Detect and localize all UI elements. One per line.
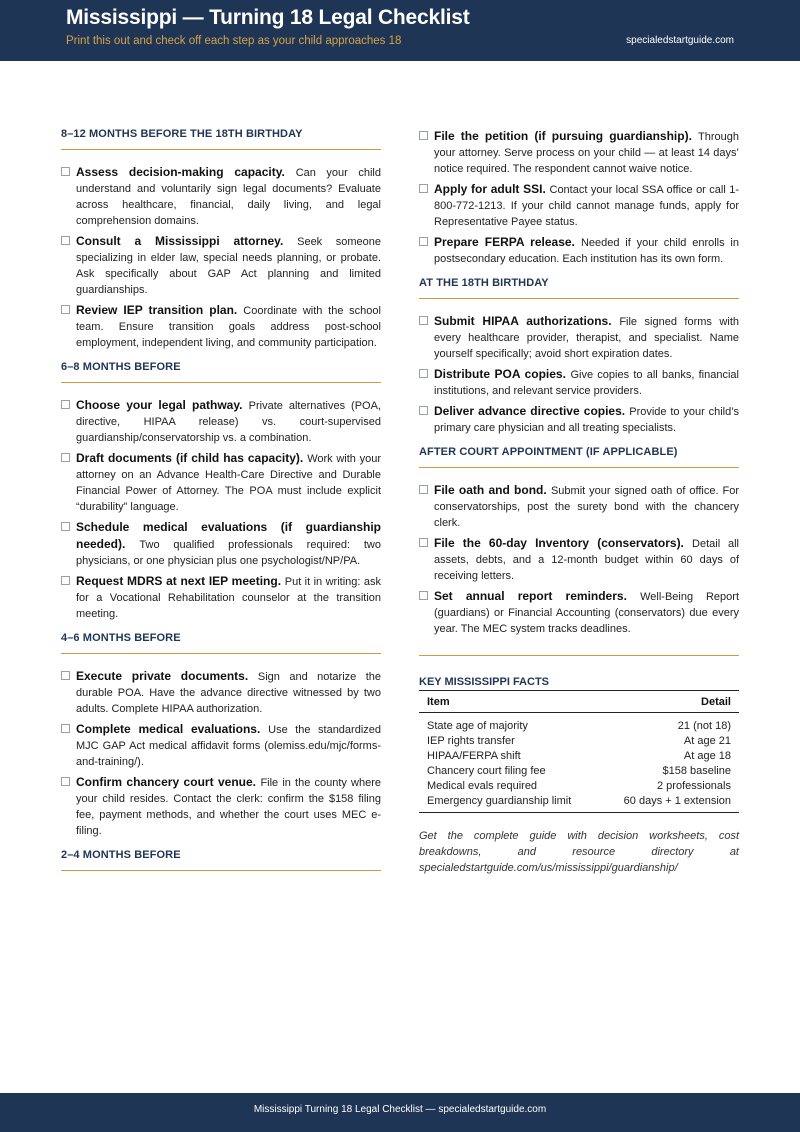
item-title: Set annual report reminders.	[434, 589, 641, 603]
checklist-item	[419, 366, 739, 399]
checklist-item	[61, 233, 381, 298]
column-header-detail: Detail	[600, 691, 739, 713]
checkbox[interactable]	[419, 184, 428, 193]
item-text: Submit your signed oath of office. For conservatorships, post the surety bond with the chancery clerk.	[434, 485, 739, 529]
section-heading: 4–6 MONTHS BEFORE	[61, 632, 381, 654]
fact-item: IEP rights transfer	[427, 735, 515, 747]
table-row	[419, 734, 739, 749]
checklist-item	[61, 519, 381, 569]
checklist-item	[61, 573, 381, 622]
item-title: Consult a Mississippi attorney.	[76, 234, 298, 248]
checklist-item	[61, 668, 381, 717]
key-facts	[419, 676, 739, 876]
table-row	[419, 794, 739, 813]
section-heading: AFTER COURT APPOINTMENT (IF APPLICABLE)	[419, 446, 739, 468]
checklist-item	[61, 721, 381, 770]
checkbox[interactable]	[419, 538, 428, 547]
checkbox[interactable]	[419, 485, 428, 494]
footer-text: Mississippi Turning 18 Legal Checklist — specialedstartguide.com	[253, 1104, 547, 1115]
item-text: Detail all assets, debts, and a 12-month budget within 60 days of receiving letters.	[434, 538, 739, 582]
table-header-row	[419, 691, 739, 713]
checkbox[interactable]	[419, 591, 428, 600]
facts-table	[419, 690, 739, 813]
checklist-item	[419, 181, 739, 230]
section-6-8-months	[61, 361, 381, 622]
left-column	[61, 128, 381, 885]
item-text: Give copies to all banks, financial institutions, and relevant service providers.	[434, 369, 739, 397]
checkbox[interactable]	[61, 724, 70, 733]
checklist-item	[419, 482, 739, 531]
checklist-item	[61, 774, 381, 839]
item-text: Provide to your child’s primary care physician and all treating specialists.	[434, 406, 739, 434]
item-title: Apply for adult SSI.	[434, 182, 550, 196]
fact-item: Medical evals required	[427, 780, 538, 792]
item-text: Put it in writing: ask for a Vocational Rehabilitation counselor at the transition meeting.	[76, 576, 381, 620]
item-title: Assess decision-making capacity.	[76, 165, 296, 179]
item-title: Schedule medical evaluations (if guardianship needed).	[76, 520, 381, 551]
item-title: File the 60-day Inventory (conservators).	[434, 536, 693, 550]
fact-item: Emergency guardianship limit	[419, 794, 600, 813]
item-title: Distribute POA copies.	[434, 367, 571, 381]
item-title: Confirm chancery court venue.	[76, 775, 261, 789]
item-text: Sign and notarize the durable POA. Have the advance directive witnessed by two adults. Complete HIPAA authorization.	[76, 671, 381, 715]
item-text: File in the county where your child resides. Contact the clerk: confirm the $158 filing fee, payment methods, and whether the court uses MEC e-filing.	[76, 777, 381, 837]
item-text: Use the standardized MJC GAP Act medical affidavit forms (olemiss.edu/mjc/forms-and-training/).	[76, 724, 382, 768]
checklist-item	[419, 403, 739, 436]
item-title: File the petition (if pursuing guardianship).	[434, 129, 699, 143]
item-title: File oath and bond.	[434, 483, 551, 497]
item-title: Prepare FERPA release.	[434, 235, 581, 249]
item-text: File signed forms with every healthcare provider, therapist, and specialist. Name yourself specifically; avoid short expiration dates.	[434, 316, 739, 360]
item-text: Seek someone specializing in elder law, special needs planning, or probate. Ask specifically about GAP Act planning and limited guardianships.	[76, 236, 381, 296]
fact-detail: 2 professionals	[657, 780, 731, 792]
section-heading: 2–4 MONTHS BEFORE	[61, 849, 381, 871]
item-title: Execute private documents.	[76, 669, 258, 683]
item-text: Well-Being Report (guardians) or Financial Accounting (conservators) due every year. The MEC system tracks deadlines.	[434, 591, 739, 635]
checkbox[interactable]	[61, 305, 70, 314]
fact-item: HIPAA/FERPA shift	[427, 750, 521, 762]
item-title: Review IEP transition plan.	[76, 303, 244, 317]
checkbox[interactable]	[61, 400, 70, 409]
item-text: Two qualified professionals required: two physicians, or one physician plus one psychologist/NP/PA.	[76, 539, 381, 567]
checkbox[interactable]	[61, 777, 70, 786]
facts-heading: KEY MISSISSIPPI FACTS	[419, 676, 549, 688]
checkbox[interactable]	[419, 237, 428, 246]
section-2-4-months-items	[419, 128, 739, 267]
checkbox[interactable]	[61, 576, 70, 585]
checkbox[interactable]	[61, 453, 70, 462]
fact-item: Chancery court filing fee	[427, 765, 546, 777]
checklist-item	[61, 450, 381, 515]
section-heading: 8–12 MONTHS BEFORE THE 18TH BIRTHDAY	[61, 128, 381, 150]
checkbox[interactable]	[419, 131, 428, 140]
section-2-4-months-heading	[61, 849, 381, 871]
item-title: Complete medical evaluations.	[76, 722, 269, 736]
section-heading: 6–8 MONTHS BEFORE	[61, 361, 381, 383]
section-heading: AT THE 18TH BIRTHDAY	[419, 277, 739, 299]
checklist-item	[419, 313, 739, 362]
checklist-item	[419, 128, 739, 177]
item-text: Work with your attorney on an Advance Health-Care Directive and Durable Financial Power of Attorney. The POA must include explicit “durability” language.	[76, 453, 381, 513]
checklist-item	[61, 164, 381, 229]
item-text: Can your child understand and voluntarily sign legal documents? Evaluate across healthcare, financial, daily living, and legal comprehension domains.	[76, 167, 381, 227]
item-text: Private alternatives (POA, directive, HIPAA release) vs. court-supervised guardianship/conservatorship vs. a combination.	[76, 400, 381, 444]
checklist-item	[419, 535, 739, 584]
page-subtitle: Print this out and check off each step as your child approaches 18	[66, 35, 402, 47]
item-title: Choose your legal pathway.	[76, 398, 249, 412]
column-header-item: Item	[419, 691, 600, 713]
page-footer	[0, 1093, 800, 1132]
fact-detail: 60 days + 1 extension	[600, 794, 739, 813]
item-text: Needed if your child enrolls in postsecondary education. Each institution has its own form.	[434, 237, 739, 265]
table-row	[419, 764, 739, 779]
fact-detail: $158 baseline	[662, 765, 731, 777]
item-title: Submit HIPAA authorizations.	[434, 314, 620, 328]
section-8-12-months	[61, 128, 381, 351]
table-row	[419, 713, 739, 735]
checkbox[interactable]	[419, 316, 428, 325]
section-divider	[419, 655, 739, 656]
fact-item: State age of majority	[427, 720, 528, 732]
fact-detail: 21 (not 18)	[677, 720, 731, 732]
checklist-item	[61, 302, 381, 351]
site-url: specialedstartguide.com	[626, 35, 734, 46]
checkbox[interactable]	[61, 671, 70, 680]
item-title: Draft documents (if child has capacity).	[76, 451, 308, 465]
item-title: Deliver advance directive copies.	[434, 404, 630, 418]
right-column	[419, 128, 739, 656]
section-after-court	[419, 446, 739, 656]
checkbox[interactable]	[61, 522, 70, 531]
table-row	[419, 779, 739, 794]
section-4-6-months	[61, 632, 381, 839]
guide-note: Get the complete guide with decision worksheets, cost breakdowns, and resource directory at specialedstartguide.com/us/mississippi/guardianship/	[419, 830, 739, 874]
checkbox[interactable]	[61, 167, 70, 176]
checklist-item	[419, 234, 739, 267]
page-title: Mississippi — Turning 18 Legal Checklist	[66, 6, 470, 29]
checklist-item	[61, 397, 381, 446]
checklist-item	[419, 588, 739, 637]
item-text: Coordinate with the school team. Ensure transition goals address post-school employment, independent living, and community participation.	[76, 305, 381, 349]
fact-detail: At age 18	[683, 750, 731, 762]
checkbox[interactable]	[419, 369, 428, 378]
fact-detail: At age 21	[683, 735, 731, 747]
item-text: Through your attorney. Serve process on your child — at least 14 days’ notice required. The respondent cannot waive notice.	[434, 131, 739, 175]
checkbox[interactable]	[419, 406, 428, 415]
page-header	[0, 0, 800, 61]
item-text: Contact your local SSA office or call 1-800-772-1213. If your child cannot manage funds, apply for Representative Payee status.	[434, 184, 739, 228]
checkbox[interactable]	[61, 236, 70, 245]
item-title: Request MDRS at next IEP meeting.	[76, 574, 285, 588]
section-18th-birthday	[419, 277, 739, 436]
table-row	[419, 749, 739, 764]
